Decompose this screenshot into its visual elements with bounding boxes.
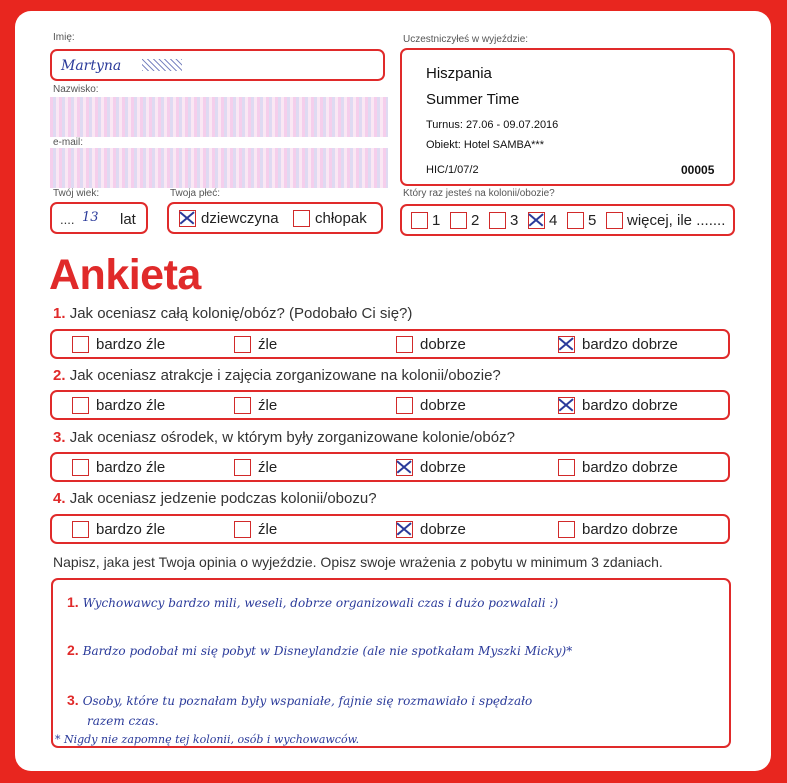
question-2-num: 2. xyxy=(53,367,66,384)
label-ktory-raz: Który raz jesteś na kolonii/obozie? xyxy=(403,188,555,199)
q1-option-4-label: bardzo dobrze xyxy=(582,336,678,353)
q3-option-1-label: bardzo źle xyxy=(96,459,166,476)
question-2 xyxy=(53,367,501,384)
q4-option-2-label: źle xyxy=(258,521,278,538)
trip-info-box xyxy=(400,48,735,186)
label-wiek: Twój wiek: xyxy=(53,188,100,199)
redacted-surname xyxy=(50,97,388,137)
name-value: Martyna xyxy=(61,58,122,74)
opinion-line-3 xyxy=(67,692,532,708)
answer-row-3 xyxy=(50,452,730,482)
q1-option-2-label: źle xyxy=(258,336,278,353)
question-3-num: 3. xyxy=(53,429,66,446)
trip-code: HIC/1/07/2 xyxy=(426,164,479,176)
gender-field xyxy=(167,202,383,234)
label-male: chłopak xyxy=(315,210,367,227)
q3-option-2-label: źle xyxy=(258,459,278,476)
q2-option-4-label: bardzo dobrze xyxy=(582,397,678,414)
trip-turnus: Turnus: 27.06 - 09.07.2016 xyxy=(426,119,559,131)
label-times-1: 1 xyxy=(432,212,441,229)
q3-option-3-label: dobrze xyxy=(420,459,466,476)
q1-option-3-checkbox[interactable] xyxy=(396,336,413,353)
q2-option-4-checkbox[interactable] xyxy=(558,397,575,414)
label-imie: Imię: xyxy=(53,32,75,43)
q3-option-3-checkbox[interactable] xyxy=(396,459,413,476)
opinion-line-1-num: 1. xyxy=(67,594,79,610)
q1-option-1-label: bardzo źle xyxy=(96,336,166,353)
checkbox-times-4[interactable] xyxy=(528,212,545,229)
opinion-line-2 xyxy=(67,642,572,658)
opinion-prompt: Napisz, jaka jest Twoja opinia o wyjeździe. Opisz swoje wrażenia z pobytu w minimum 3 zdaniach. xyxy=(53,554,663,570)
q4-option-3-checkbox[interactable] xyxy=(396,521,413,538)
question-4-text: Jak oceniasz jedzenie podczas kolonii/obozu? xyxy=(69,490,377,507)
checkbox-times-2[interactable] xyxy=(450,212,467,229)
question-3 xyxy=(53,429,515,446)
question-4-num: 4. xyxy=(53,490,66,507)
q4-option-1-checkbox[interactable] xyxy=(72,521,89,538)
answer-row-1 xyxy=(50,329,730,359)
trip-country: Hiszpania xyxy=(426,65,492,82)
form-sheet xyxy=(15,11,771,771)
label-uczestniczyles: Uczestniczyłeś w wyjeździe: xyxy=(403,34,529,45)
trip-obiekt: Obiekt: Hotel SAMBA*** xyxy=(426,139,544,151)
q1-option-2-checkbox[interactable] xyxy=(234,336,251,353)
checkbox-times-more[interactable] xyxy=(606,212,623,229)
opinion-line-2-num: 2. xyxy=(67,642,79,658)
opinion-textarea[interactable] xyxy=(51,578,731,748)
answer-row-2 xyxy=(50,390,730,420)
label-times-2: 2 xyxy=(471,212,480,229)
question-4 xyxy=(53,490,377,507)
question-2-text: Jak oceniasz atrakcje i zajęcia zorganizowane na kolonii/obozie? xyxy=(69,367,501,384)
q2-option-2-label: źle xyxy=(258,397,278,414)
name-field[interactable] xyxy=(50,49,385,81)
age-prefix: .... xyxy=(60,212,75,227)
q1-option-3-label: dobrze xyxy=(420,336,466,353)
q3-option-4-checkbox[interactable] xyxy=(558,459,575,476)
age-field[interactable] xyxy=(50,202,148,234)
label-nazwisko: Nazwisko: xyxy=(53,84,99,95)
checkbox-female[interactable] xyxy=(179,210,196,227)
q3-option-1-checkbox[interactable] xyxy=(72,459,89,476)
q3-option-2-checkbox[interactable] xyxy=(234,459,251,476)
q2-option-3-checkbox[interactable] xyxy=(396,397,413,414)
label-times-more: więcej, ile ....... xyxy=(627,212,726,229)
checkbox-times-5[interactable] xyxy=(567,212,584,229)
opinion-line-3-text: Osoby, które tu poznałam były wspaniałe, fajnie się rozmawiało i spędzało xyxy=(82,694,533,708)
label-times-4: 4 xyxy=(549,212,558,229)
q3-option-4-label: bardzo dobrze xyxy=(582,459,678,476)
q4-option-2-checkbox[interactable] xyxy=(234,521,251,538)
question-1-num: 1. xyxy=(53,305,66,322)
label-female: dziewczyna xyxy=(201,210,279,227)
label-times-3: 3 xyxy=(510,212,519,229)
q1-option-4-checkbox[interactable] xyxy=(558,336,575,353)
age-value: 13 xyxy=(82,210,99,225)
times-field xyxy=(400,204,735,236)
q4-option-1-label: bardzo źle xyxy=(96,521,166,538)
q4-option-3-label: dobrze xyxy=(420,521,466,538)
q2-option-1-checkbox[interactable] xyxy=(72,397,89,414)
label-plec: Twoja płeć: xyxy=(170,188,221,199)
q2-option-2-checkbox[interactable] xyxy=(234,397,251,414)
question-3-text: Jak oceniasz ośrodek, w którym były zorganizowane kolonie/obóz? xyxy=(69,429,515,446)
opinion-note: * Nigdy nie zapomnę tej kolonii, osób i wychowawców. xyxy=(55,733,360,746)
checkbox-times-1[interactable] xyxy=(411,212,428,229)
age-unit: lat xyxy=(120,211,136,228)
scribble-mark xyxy=(142,59,182,71)
opinion-line-1 xyxy=(67,594,558,610)
q4-option-4-checkbox[interactable] xyxy=(558,521,575,538)
opinion-line-3b: razem czas. xyxy=(87,714,159,728)
label-email: e-mail: xyxy=(53,137,84,148)
redacted-email xyxy=(50,148,388,188)
question-1 xyxy=(53,305,412,322)
q2-option-1-label: bardzo źle xyxy=(96,397,166,414)
trip-program: Summer Time xyxy=(426,91,520,108)
label-times-5: 5 xyxy=(588,212,597,229)
page-title: Ankieta xyxy=(49,251,201,299)
question-1-text: Jak oceniasz całą kolonię/obóz? (Podobało Ci się?) xyxy=(69,305,413,322)
answer-row-4 xyxy=(50,514,730,544)
q1-option-1-checkbox[interactable] xyxy=(72,336,89,353)
trip-number: 00005 xyxy=(681,163,715,177)
checkbox-times-3[interactable] xyxy=(489,212,506,229)
opinion-line-2-text: Bardzo podobał mi się pobyt w Disneylandzie (ale nie spotkałam Myszki Micky)* xyxy=(82,644,573,658)
opinion-line-3-num: 3. xyxy=(67,692,79,708)
q4-option-4-label: bardzo dobrze xyxy=(582,521,678,538)
opinion-line-1-text: Wychowawcy bardzo mili, weseli, dobrze organizowali czas i dużo pozwalali :) xyxy=(82,596,559,610)
checkbox-male[interactable] xyxy=(293,210,310,227)
q2-option-3-label: dobrze xyxy=(420,397,466,414)
